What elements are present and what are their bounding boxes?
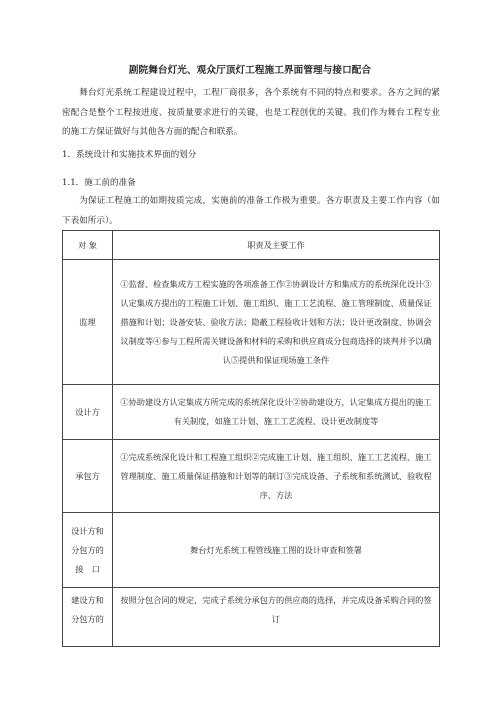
document-title: 剧院舞台灯光、观众厅顶灯工程施工界面管理与接口配合: [128, 65, 372, 76]
table-header-row: [63, 231, 440, 260]
table-row: [63, 440, 440, 513]
section-heading: 1．系统设计和实施技术界面的划分: [62, 150, 197, 160]
row-duty: ①协助建设方认定集成方所完成的系统深化设计②协助建设方，认定集成方提出的施工有关制度，如施工计划、施工工艺流程、设计更改制度等: [113, 385, 440, 440]
header-object: 对 象: [63, 231, 113, 260]
row-object: 建设方和分包方的: [63, 588, 113, 647]
row-duty: ①监督、检查集成方工程实施的各项准备工作②协调设计方和集成方的系统深化设计③认定集成方提出的工程施工计划、施工组织、施工工艺流程、施工管理制度、质量保证措施和计划；设备安装、验收方法；隐蔽工程验收计划和方法；设计更改制度、协调会议制度等④参与工程所需关键设备和材料的采购和供应商成分包商选择的谈判并予以确认⑤提供和保证现场施工条件: [113, 260, 440, 385]
subsection-paragraph: 为保证工程施工的如期按质完成，实施前的准备工作极为重要。各方职责及主要工作内容（如下表如所示）。: [62, 196, 440, 226]
header-duty: 职责及主要工作: [113, 231, 440, 260]
row-object: 承包方: [63, 440, 113, 513]
table-row: [63, 260, 440, 385]
intro-paragraph: 舞台灯光系统工程建设过程中，工程厂商很多，各个系统有不同的特点和要求。各方之间的紧密配合是整个工程按进度、按质量要求进行的关键，也是工程创优的关键。我们作为舞台工程专业的施工方保证做好与其他各方面的配合和联系。: [62, 88, 440, 137]
row-duty: 舞台灯光系统工程管线施工图的设计审查和签署: [113, 513, 440, 588]
row-object: 设计方和分包方的接 口: [63, 513, 113, 588]
table-row: [63, 588, 440, 647]
table-row: [63, 385, 440, 440]
row-duty: 按照分包合同的规定，完成子系统分承包方的供应商的选择，并完成设备采购合同的签订: [113, 588, 440, 647]
row-duty: ①完成系统深化设计和工程施工组织②完成施工计划、施工组织、施工工艺流程、施工管理制度、施工质量保证措施和计划等的制订③完成设备、子系统和系统测试、验收程序、方法: [113, 440, 440, 513]
table-row: [63, 513, 440, 588]
row-object: 设计方: [63, 385, 113, 440]
subsection-heading: 1.1．施工前的准备: [62, 178, 136, 188]
duty-table: [62, 230, 440, 647]
row-object: 监理: [63, 260, 113, 385]
